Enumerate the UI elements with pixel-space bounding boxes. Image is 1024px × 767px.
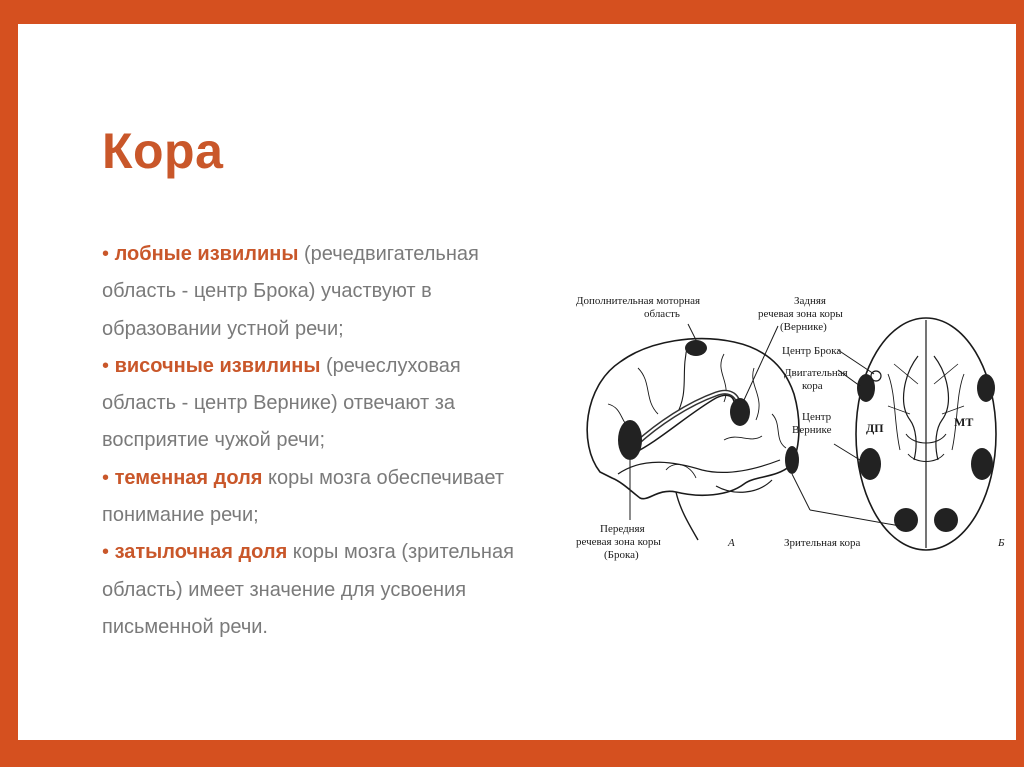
label-wernicke-1: Центр: [802, 411, 832, 423]
wernicke-patch-right: [971, 448, 993, 480]
label-visual-cortex: Зрительная кора: [784, 537, 861, 549]
bullet-keyword: лобные извилины: [114, 243, 299, 265]
gyri-6: [724, 436, 762, 440]
label-ant-speech-1: Передняя: [600, 523, 645, 535]
ventricle-right: [934, 356, 948, 460]
label-supp-motor-1: Дополнительная моторная: [576, 295, 701, 307]
bullet-marker: •: [102, 541, 110, 564]
broca-area-patch: [618, 420, 642, 460]
visual-patch-left: [894, 508, 918, 532]
bullet-item-temporal: [102, 348, 522, 460]
label-panel-a: А: [728, 537, 735, 549]
label-wernicke-2: Вернике: [792, 424, 832, 436]
label-mt: МТ: [954, 415, 974, 429]
bullet-marker: •: [102, 466, 110, 489]
label-dp: ДП: [866, 421, 884, 435]
gyri-7: [772, 414, 786, 448]
label-broca-center: Центр Брока: [782, 345, 842, 357]
bullet-text: коры мозга (зрительная область) имеет значение для усвоения письменной речи.: [102, 541, 514, 638]
bullet-marker: •: [102, 243, 110, 265]
bullet-keyword: затылочная доля: [114, 541, 288, 564]
bullet-keyword: теменная доля: [114, 466, 263, 489]
label-motor-cortex-2: кора: [802, 380, 823, 392]
label-post-speech-1: Задняя: [794, 295, 826, 307]
visual-cortex-patch-a: [785, 446, 799, 474]
ventricle-left: [904, 356, 918, 460]
label-ant-speech-2: речевая зона коры: [576, 536, 661, 548]
brain-outline: [587, 339, 799, 499]
label-post-speech-3: (Вернике): [780, 321, 827, 333]
sylvian-fissure: [632, 395, 734, 454]
label-motor-cortex-1: Двигательная: [784, 367, 848, 379]
arcuate-fasciculus: [636, 392, 739, 444]
motor-cortex-patch-left: [857, 374, 875, 402]
supp-motor-patch: [685, 340, 707, 356]
label-panel-b: Б: [998, 537, 1005, 549]
internal-capsule-right: [952, 374, 964, 450]
bullet-item-parietal: [102, 460, 522, 535]
bullet-marker: •: [102, 354, 110, 377]
label-post-speech-2: речевая зона коры: [758, 308, 843, 320]
bullet-keyword: височные извилины: [114, 354, 321, 377]
bullet-item-frontal: [102, 236, 522, 348]
motor-cortex-patch-right: [977, 374, 995, 402]
visual-patch-right: [934, 508, 958, 532]
label-ant-speech-3: (Брока): [604, 549, 639, 561]
gyri-3: [753, 368, 759, 420]
gyri-1: [638, 368, 658, 414]
bullet-text: (речеслуховая область - центр Вернике) отвечают за восприятие чужой речи;: [102, 354, 461, 452]
bullet-text: (речедвигательная область - центр Брока) участвуют в образовании устной речи;: [102, 243, 479, 340]
label-supp-motor-2: область: [644, 308, 680, 320]
slide-title: Кора: [102, 123, 224, 179]
leader-lines: [630, 324, 900, 526]
wernicke-area-patch: [730, 398, 750, 426]
cerebellum: [716, 480, 772, 492]
bullet-list: [102, 236, 522, 646]
internal-capsule-left: [888, 374, 900, 450]
slide-canvas: [18, 24, 1016, 740]
arcuate-fasciculus-inner: [636, 392, 739, 444]
temporal-lobe-line: [618, 460, 780, 474]
brainstem: [676, 492, 698, 540]
bullet-item-occipital: [102, 534, 522, 646]
brain-speech-areas-figure: [548, 264, 1018, 584]
wernicke-patch-left: [859, 448, 881, 480]
bullet-text: коры мозга обеспечивает понимание речи;: [102, 466, 505, 527]
